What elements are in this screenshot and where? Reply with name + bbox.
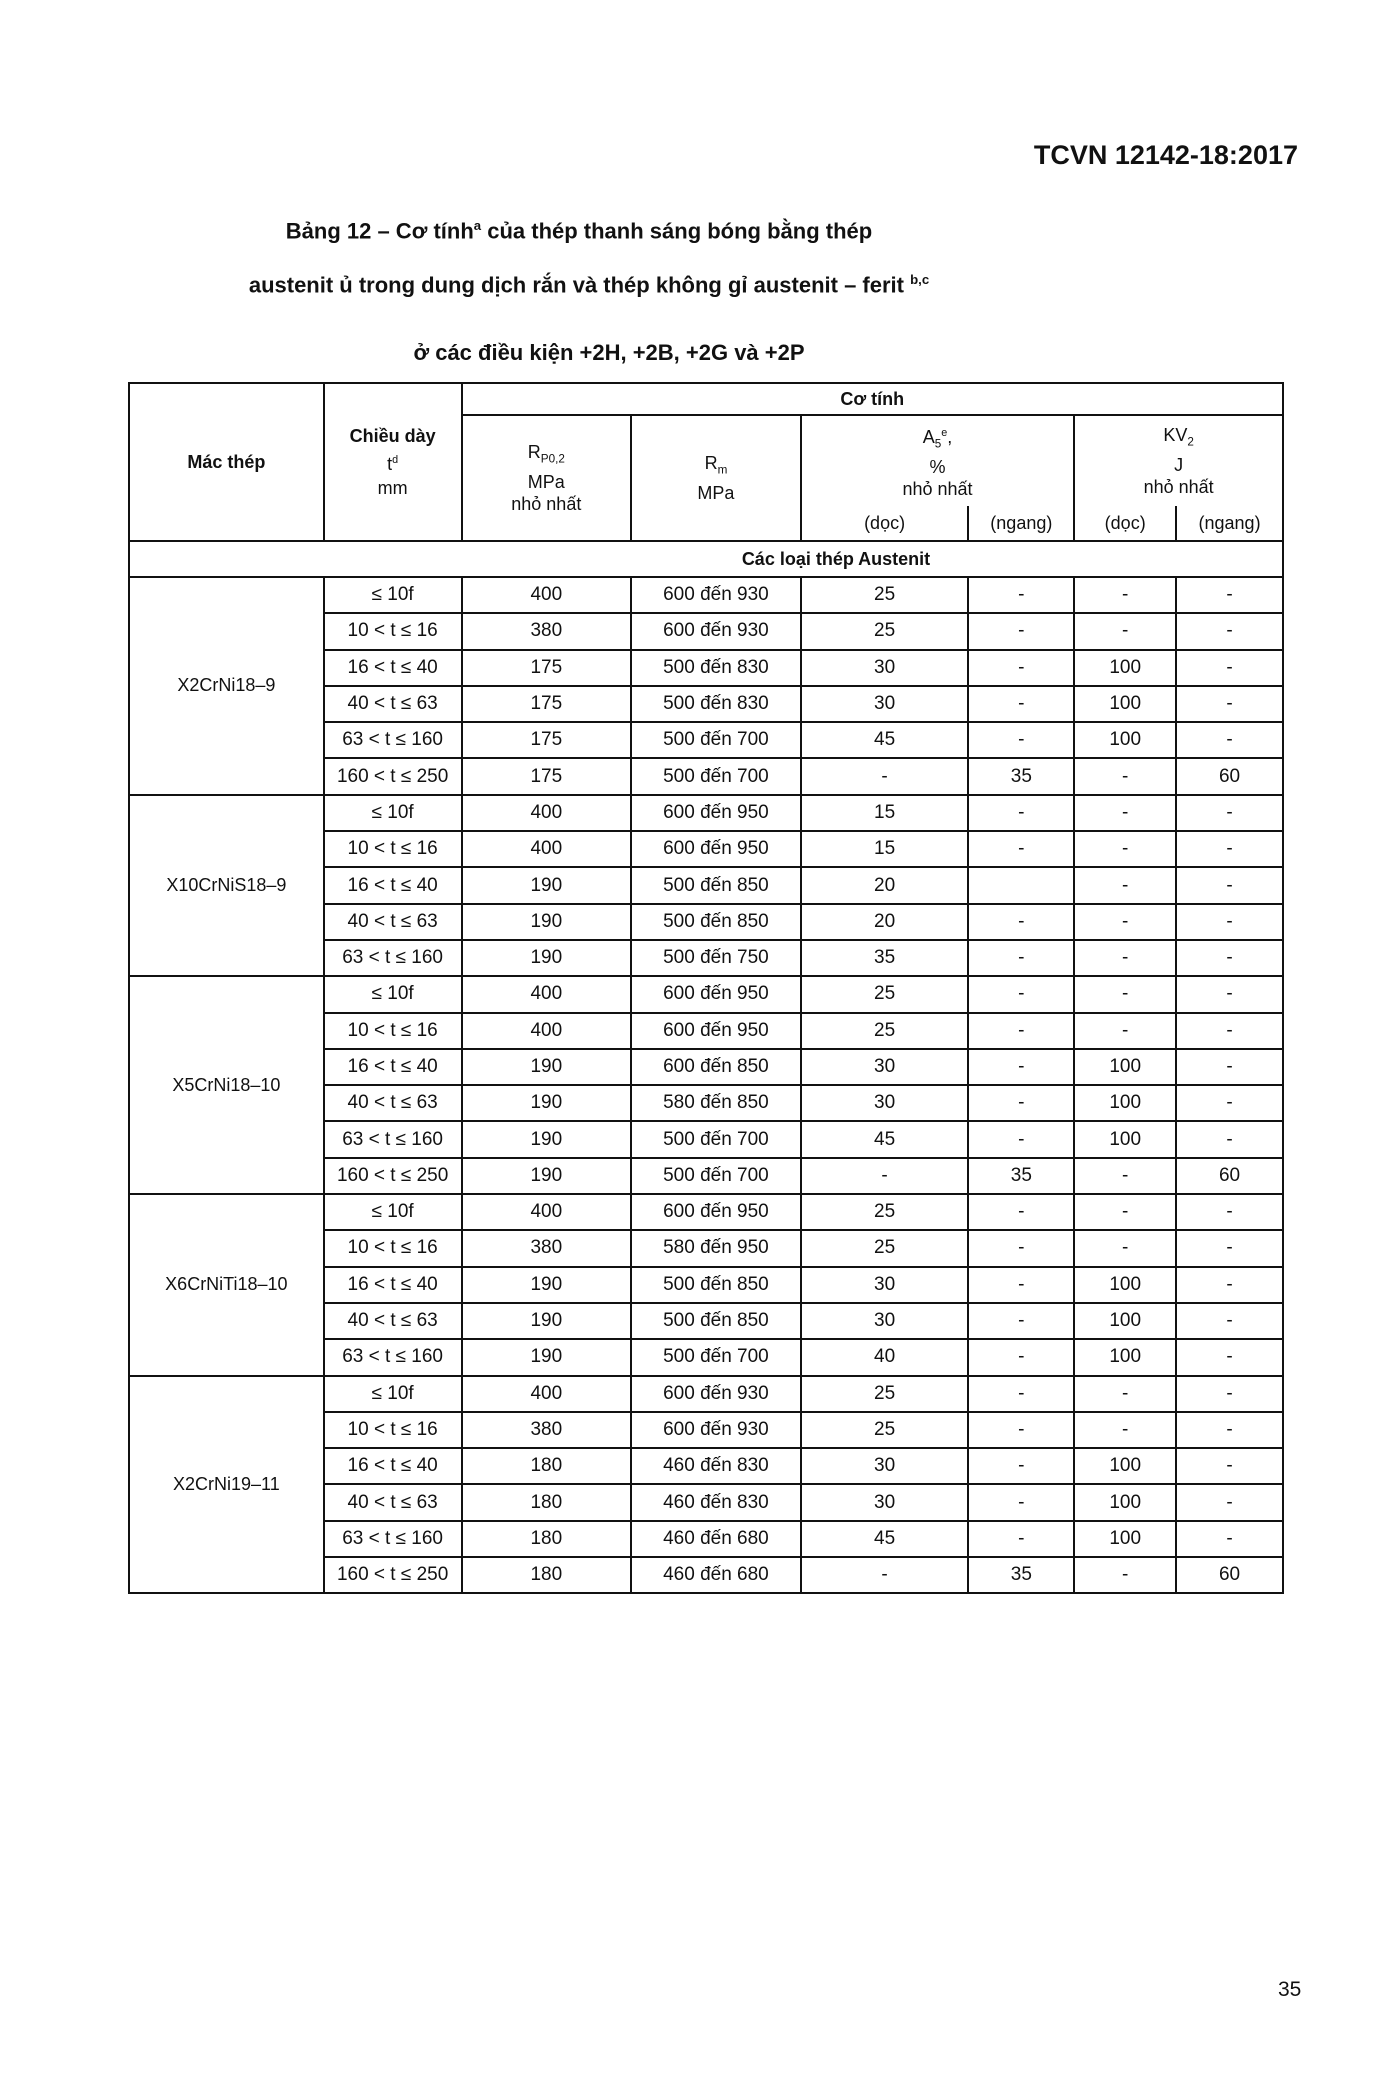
rp02-cell: 175 (462, 686, 632, 722)
kv-long-cell: - (1074, 940, 1176, 976)
rm-cell: 600 đến 930 (631, 1412, 801, 1448)
title-text: austenit ủ trong dung dịch rắn và thép không gỉ austenit – ferit (248, 272, 911, 298)
kv-long-cell: - (1074, 1013, 1176, 1049)
rm-cell: 460 đến 830 (631, 1484, 801, 1520)
a5-trans-cell: - (968, 1339, 1074, 1375)
a5-long-cell: 20 (801, 867, 969, 903)
header-elongation (801, 415, 1075, 506)
thickness-cell: 40 < t ≤ 63 (324, 686, 462, 722)
a5-long-cell: 25 (801, 613, 969, 649)
rp02-cell: 400 (462, 577, 632, 613)
kv-trans-cell: - (1176, 722, 1283, 758)
a5-trans-cell: - (968, 1013, 1074, 1049)
a5-long-cell: 45 (801, 1121, 969, 1157)
rm-cell: 600 đến 950 (631, 795, 801, 831)
rp02-cell: 180 (462, 1484, 632, 1520)
a5-long-cell: 30 (801, 1484, 969, 1520)
mechanical-properties-table (128, 382, 1284, 1594)
a5-long-cell: 25 (801, 1412, 969, 1448)
rm-cell: 600 đến 850 (631, 1049, 801, 1085)
thickness-cell: 160 < t ≤ 250 (324, 758, 462, 794)
table-body (129, 541, 1283, 1593)
rp02-cell: 180 (462, 1448, 632, 1484)
a5-trans-cell: - (968, 1376, 1074, 1412)
a5-long-cell: 20 (801, 904, 969, 940)
a5-trans-cell: - (968, 1412, 1074, 1448)
a5-trans-cell: - (968, 795, 1074, 831)
footnote-marker: a (473, 218, 482, 233)
kv-trans-cell: - (1176, 1085, 1283, 1121)
rm-cell: 460 đến 830 (631, 1448, 801, 1484)
kv-long-cell: 100 (1074, 1448, 1176, 1484)
rp02-cell: 400 (462, 1013, 632, 1049)
kv-long-cell: - (1074, 1412, 1176, 1448)
rm-cell: 600 đến 950 (631, 1194, 801, 1230)
a5-trans-cell: - (968, 1194, 1074, 1230)
a5-trans-cell: 35 (968, 758, 1074, 794)
a5-trans-cell: - (968, 1267, 1074, 1303)
kv-trans-cell: 60 (1176, 1557, 1283, 1593)
kv-trans-cell: - (1176, 940, 1283, 976)
kv-trans-cell: - (1176, 976, 1283, 1012)
thickness-cell: ≤ 10f (324, 976, 462, 1012)
kv-trans-cell: - (1176, 1049, 1283, 1085)
kv-trans-cell: - (1176, 1412, 1283, 1448)
thickness-cell: ≤ 10f (324, 577, 462, 613)
steel-grade-cell: X10CrNiS18–9 (129, 795, 324, 976)
rp-note: nhỏ nhất (511, 493, 582, 514)
kv-subscript: 2 (1187, 435, 1194, 449)
steel-grade-cell: X2CrNi18–9 (129, 577, 324, 795)
kv-long-cell: - (1074, 577, 1176, 613)
table-title-line-3: ở các điều kiện +2H, +2B, +2G và +2P (413, 340, 805, 365)
footnote-marker: b,c (910, 272, 930, 287)
rp02-cell: 400 (462, 1376, 632, 1412)
kv-trans-cell: - (1176, 795, 1283, 831)
rm-symbol: R (704, 453, 718, 474)
kv-long-cell: 100 (1074, 1049, 1176, 1085)
a5-note: nhỏ nhất (902, 478, 973, 499)
thickness-cell: 10 < t ≤ 16 (324, 1230, 462, 1266)
rm-cell: 600 đến 930 (631, 1376, 801, 1412)
footnote-marker: d (392, 454, 399, 466)
kv-long-cell: - (1074, 1194, 1176, 1230)
thickness-cell: 63 < t ≤ 160 (324, 1121, 462, 1157)
rm-cell: 600 đến 950 (631, 831, 801, 867)
table-row (129, 577, 1283, 613)
thickness-cell: 63 < t ≤ 160 (324, 1521, 462, 1557)
a5-trans-cell: - (968, 650, 1074, 686)
section-label-austenitic: Các loại thép Austenit (129, 541, 1283, 577)
kv-trans-cell: - (1176, 1484, 1283, 1520)
kv-long-cell: - (1074, 613, 1176, 649)
a5-trans-cell: - (968, 904, 1074, 940)
kv-trans-cell: 60 (1176, 1158, 1283, 1194)
rp02-cell: 380 (462, 1230, 632, 1266)
a5-long-cell: - (801, 1158, 969, 1194)
rp02-cell: 175 (462, 758, 632, 794)
header-a5-transverse: (ngang) (968, 506, 1074, 541)
standard-code: TCVN 12142-18:2017 (1033, 140, 1298, 170)
a5-long-cell: 45 (801, 1521, 969, 1557)
kv-trans-cell: - (1176, 1303, 1283, 1339)
a5-long-cell: 30 (801, 1085, 969, 1121)
rm-cell: 460 đến 680 (631, 1557, 801, 1593)
a5-long-cell: 30 (801, 650, 969, 686)
kv-trans-cell: - (1176, 1376, 1283, 1412)
rp-unit: MPa (527, 471, 565, 492)
title-text: Bảng 12 – Cơ tính (285, 218, 474, 244)
kv-symbol: KV (1163, 425, 1188, 446)
kv-trans-cell: - (1176, 650, 1283, 686)
rm-cell: 600 đến 950 (631, 976, 801, 1012)
kv-trans-cell: - (1176, 1121, 1283, 1157)
table-title-line-2 (0, 272, 1278, 298)
rp02-cell: 175 (462, 650, 632, 686)
kv-long-cell: 100 (1074, 1484, 1176, 1520)
kv-long-cell: - (1074, 1158, 1176, 1194)
a5-long-cell: 25 (801, 1230, 969, 1266)
rm-cell: 580 đến 850 (631, 1085, 801, 1121)
rp-symbol: R (527, 442, 541, 463)
kv-long-cell: 100 (1074, 650, 1176, 686)
kv-unit: J (1174, 454, 1184, 475)
thickness-cell: 63 < t ≤ 160 (324, 722, 462, 758)
a5-trans-cell (968, 867, 1074, 903)
kv-trans-cell: - (1176, 831, 1283, 867)
table-title-line-1 (0, 218, 1268, 244)
header-grade: Mác thép (129, 383, 324, 541)
a5-subscript: 5 (934, 437, 942, 451)
rm-cell: 500 đến 850 (631, 1267, 801, 1303)
a5-trans-cell: - (968, 613, 1074, 649)
rm-cell: 500 đến 850 (631, 867, 801, 903)
kv-trans-cell: - (1176, 1013, 1283, 1049)
rm-cell: 500 đến 700 (631, 1339, 801, 1375)
a5-long-cell: 25 (801, 1376, 969, 1412)
rp02-cell: 400 (462, 795, 632, 831)
table-row (129, 1376, 1283, 1412)
rp02-cell: 400 (462, 976, 632, 1012)
header-mechanical-properties: Cơ tính (462, 383, 1284, 415)
kv-trans-cell: 60 (1176, 758, 1283, 794)
a5-long-cell: 25 (801, 577, 969, 613)
steel-grade-cell: X6CrNiTi18–10 (129, 1194, 324, 1375)
rm-cell: 600 đến 930 (631, 613, 801, 649)
rm-cell: 500 đến 830 (631, 686, 801, 722)
thickness-cell: 16 < t ≤ 40 (324, 650, 462, 686)
rp02-cell: 190 (462, 1121, 632, 1157)
kv-trans-cell: - (1176, 613, 1283, 649)
header-rm (631, 415, 801, 541)
a5-symbol: A (922, 427, 935, 448)
kv-long-cell: - (1074, 831, 1176, 867)
rp02-cell: 190 (462, 1085, 632, 1121)
rp02-cell: 190 (462, 1158, 632, 1194)
rp02-cell: 190 (462, 1049, 632, 1085)
table-row (129, 1194, 1283, 1230)
rp02-cell: 400 (462, 831, 632, 867)
header-thickness (324, 383, 462, 541)
rm-cell: 500 đến 700 (631, 1158, 801, 1194)
title-text: của thép thanh sáng bóng bằng thép (481, 218, 873, 244)
table-row (129, 976, 1283, 1012)
rp02-cell: 380 (462, 1412, 632, 1448)
a5-long-cell: 25 (801, 1013, 969, 1049)
kv-trans-cell: - (1176, 904, 1283, 940)
a5-unit: % (929, 456, 946, 477)
a5-long-cell: - (801, 758, 969, 794)
kv-trans-cell: - (1176, 1230, 1283, 1266)
thickness-cell: 16 < t ≤ 40 (324, 1448, 462, 1484)
a5-trans-cell: - (968, 1085, 1074, 1121)
a5-trans-cell: - (968, 1230, 1074, 1266)
rm-cell: 600 đến 950 (631, 1013, 801, 1049)
a5-long-cell: - (801, 1557, 969, 1593)
steel-grade-cell: X5CrNi18–10 (129, 976, 324, 1194)
footnote-marker: e (941, 427, 948, 440)
thickness-cell: ≤ 10f (324, 1194, 462, 1230)
a5-long-cell: 30 (801, 1448, 969, 1484)
kv-long-cell: 100 (1074, 1085, 1176, 1121)
thickness-cell: ≤ 10f (324, 1376, 462, 1412)
thickness-cell: 16 < t ≤ 40 (324, 867, 462, 903)
a5-trans-cell: 35 (968, 1557, 1074, 1593)
rp02-cell: 190 (462, 867, 632, 903)
kv-long-cell: 100 (1074, 1121, 1176, 1157)
a5-trans-cell: - (968, 577, 1074, 613)
a5-long-cell: 45 (801, 722, 969, 758)
rm-cell: 600 đến 930 (631, 577, 801, 613)
rp02-cell: 190 (462, 1267, 632, 1303)
thickness-cell: 10 < t ≤ 16 (324, 831, 462, 867)
rm-cell: 500 đến 850 (631, 1303, 801, 1339)
kv-long-cell: - (1074, 795, 1176, 831)
kv-long-cell: - (1074, 1230, 1176, 1266)
thickness-cell: ≤ 10f (324, 795, 462, 831)
rp02-cell: 175 (462, 722, 632, 758)
header-impact-energy (1074, 415, 1283, 506)
rm-cell: 580 đến 950 (631, 1230, 801, 1266)
kv-long-cell: - (1074, 867, 1176, 903)
kv-trans-cell: - (1176, 1194, 1283, 1230)
a5-trans-cell: 35 (968, 1158, 1074, 1194)
thickness-cell: 10 < t ≤ 16 (324, 613, 462, 649)
a5-long-cell: 30 (801, 1267, 969, 1303)
a5-long-cell: 25 (801, 976, 969, 1012)
kv-trans-cell: - (1176, 867, 1283, 903)
thickness-cell: 10 < t ≤ 16 (324, 1013, 462, 1049)
a5-long-cell: 15 (801, 795, 969, 831)
header-kv-longitudinal: (dọc) (1074, 506, 1176, 541)
thickness-cell: 16 < t ≤ 40 (324, 1267, 462, 1303)
kv-long-cell: - (1074, 1376, 1176, 1412)
a5-trans-cell: - (968, 1303, 1074, 1339)
a5-long-cell: 30 (801, 686, 969, 722)
a5-trans-cell: - (968, 1521, 1074, 1557)
kv-long-cell: - (1074, 904, 1176, 940)
kv-long-cell: - (1074, 1557, 1176, 1593)
thickness-cell: 63 < t ≤ 160 (324, 1339, 462, 1375)
thickness-cell: 160 < t ≤ 250 (324, 1557, 462, 1593)
thickness-cell: 40 < t ≤ 63 (324, 904, 462, 940)
rm-cell: 460 đến 680 (631, 1521, 801, 1557)
header-kv-transverse: (ngang) (1176, 506, 1283, 541)
rp-subscript: P0,2 (540, 452, 565, 466)
kv-long-cell: 100 (1074, 1339, 1176, 1375)
kv-long-cell: 100 (1074, 1521, 1176, 1557)
header-rp02 (462, 415, 632, 541)
thickness-cell: 16 < t ≤ 40 (324, 1049, 462, 1085)
a5-trans-cell: - (968, 1448, 1074, 1484)
a5-long-cell: 15 (801, 831, 969, 867)
rm-cell: 500 đến 700 (631, 758, 801, 794)
kv-long-cell: - (1074, 976, 1176, 1012)
header-a5-longitudinal: (dọc) (801, 506, 969, 541)
rm-unit: MPa (697, 482, 735, 503)
kv-long-cell: - (1074, 758, 1176, 794)
thickness-cell: 40 < t ≤ 63 (324, 1303, 462, 1339)
a5-trans-cell: - (968, 1049, 1074, 1085)
rp02-cell: 190 (462, 1339, 632, 1375)
thickness-label: Chiều dày (349, 426, 436, 446)
punct: , (947, 427, 953, 448)
thickness-cell: 10 < t ≤ 16 (324, 1412, 462, 1448)
a5-long-cell: 35 (801, 940, 969, 976)
page-number: 35 (1278, 1978, 1302, 2001)
a5-trans-cell: - (968, 940, 1074, 976)
rm-cell: 500 đến 750 (631, 940, 801, 976)
rm-cell: 500 đến 700 (631, 722, 801, 758)
thickness-cell: 40 < t ≤ 63 (324, 1484, 462, 1520)
rp02-cell: 180 (462, 1521, 632, 1557)
rp02-cell: 180 (462, 1557, 632, 1593)
thickness-cell: 63 < t ≤ 160 (324, 940, 462, 976)
kv-long-cell: 100 (1074, 1267, 1176, 1303)
thickness-symbol: t (387, 454, 393, 474)
kv-trans-cell: - (1176, 1448, 1283, 1484)
thickness-unit: mm (377, 478, 408, 498)
kv-long-cell: 100 (1074, 686, 1176, 722)
rm-cell: 500 đến 850 (631, 904, 801, 940)
a5-long-cell: 30 (801, 1303, 969, 1339)
rm-subscript: m (717, 463, 728, 477)
steel-grade-cell: X2CrNi19–11 (129, 1376, 324, 1594)
rp02-cell: 380 (462, 613, 632, 649)
rp02-cell: 190 (462, 940, 632, 976)
rp02-cell: 400 (462, 1194, 632, 1230)
kv-trans-cell: - (1176, 1339, 1283, 1375)
kv-trans-cell: - (1176, 1521, 1283, 1557)
rm-cell: 500 đến 830 (631, 650, 801, 686)
table-row (129, 795, 1283, 831)
kv-trans-cell: - (1176, 577, 1283, 613)
a5-trans-cell: - (968, 1484, 1074, 1520)
a5-trans-cell: - (968, 686, 1074, 722)
thickness-cell: 40 < t ≤ 63 (324, 1085, 462, 1121)
a5-long-cell: 30 (801, 1049, 969, 1085)
thickness-cell: 160 < t ≤ 250 (324, 1158, 462, 1194)
a5-trans-cell: - (968, 1121, 1074, 1157)
a5-long-cell: 40 (801, 1339, 969, 1375)
a5-long-cell: 25 (801, 1194, 969, 1230)
kv-long-cell: 100 (1074, 722, 1176, 758)
kv-note: nhỏ nhất (1143, 476, 1214, 497)
a5-trans-cell: - (968, 976, 1074, 1012)
a5-trans-cell: - (968, 831, 1074, 867)
kv-trans-cell: - (1176, 1267, 1283, 1303)
rp02-cell: 190 (462, 904, 632, 940)
rp02-cell: 190 (462, 1303, 632, 1339)
a5-trans-cell: - (968, 722, 1074, 758)
rm-cell: 500 đến 700 (631, 1121, 801, 1157)
kv-long-cell: 100 (1074, 1303, 1176, 1339)
kv-trans-cell: - (1176, 686, 1283, 722)
